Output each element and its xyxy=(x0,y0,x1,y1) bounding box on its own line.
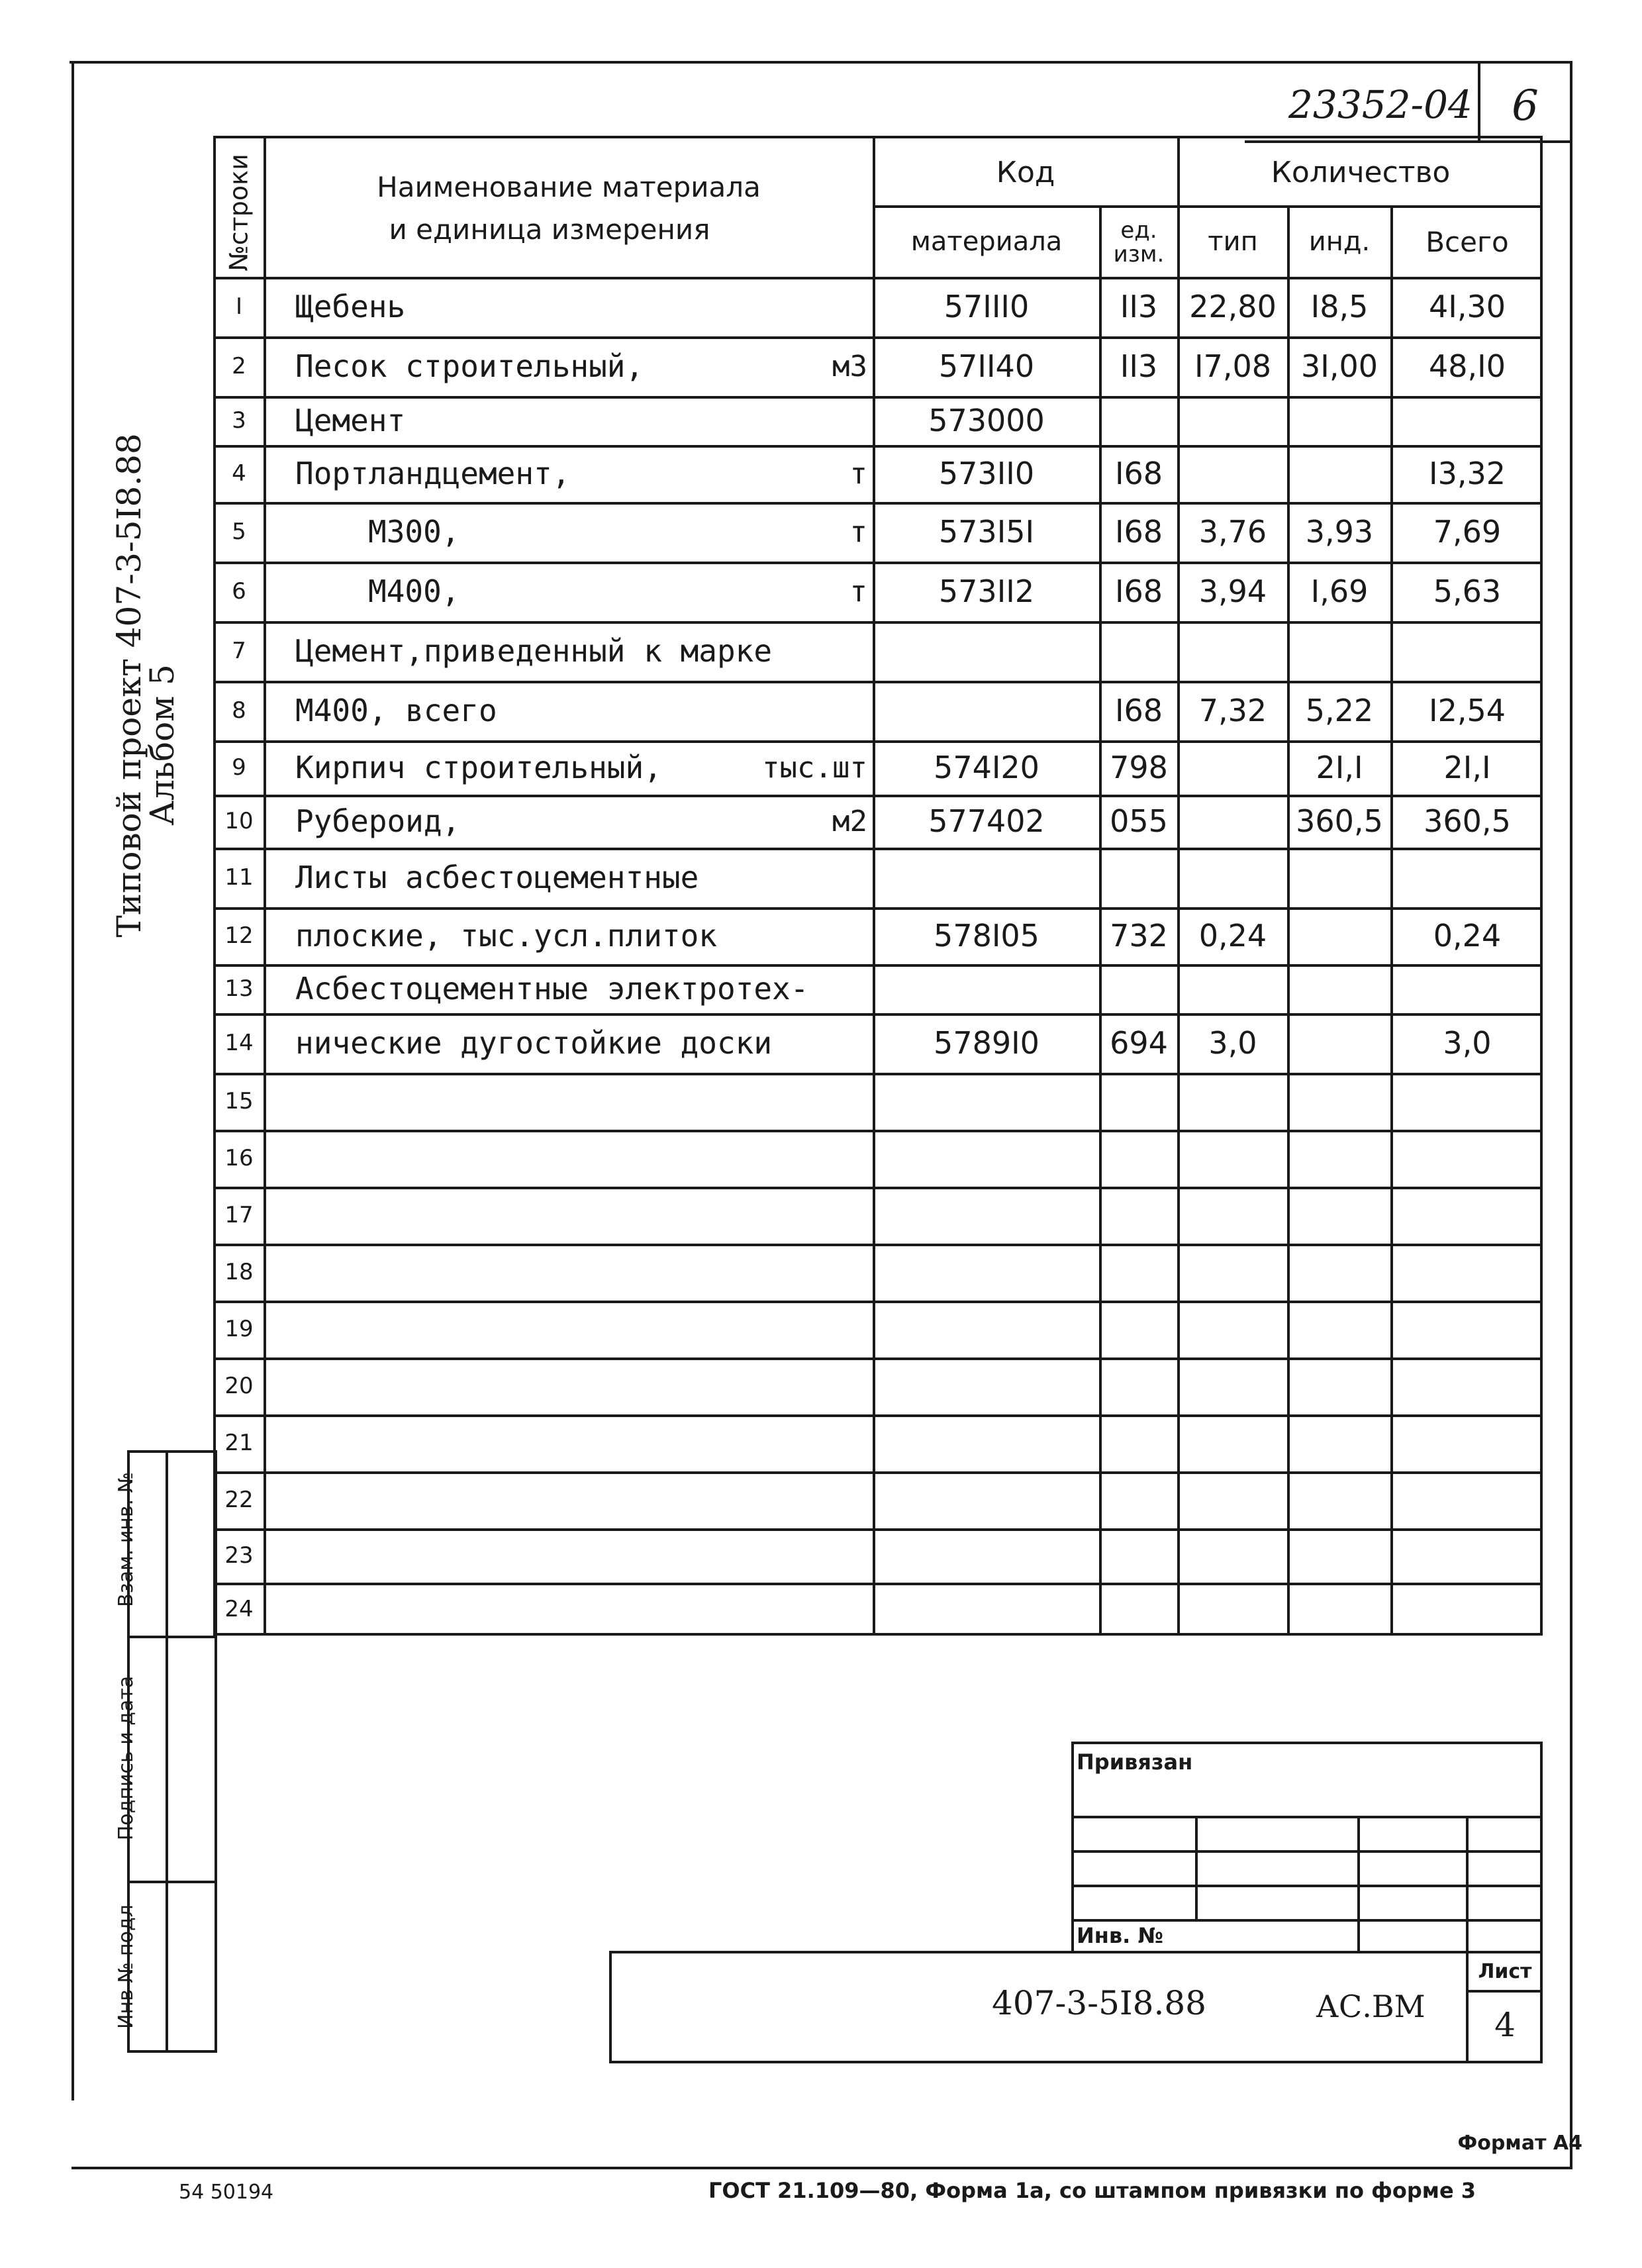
cell-name: нические дугостойкие доски xyxy=(295,1025,773,1061)
cell-total xyxy=(1394,1073,1540,1130)
cell-code xyxy=(875,1187,1098,1244)
cell-code xyxy=(875,681,1098,740)
cell-unit xyxy=(761,848,867,907)
left-stamp-inv-orig: Инв № подл xyxy=(114,1904,138,2029)
cell-tip xyxy=(1180,1583,1286,1636)
footer-print-no: 54 50194 xyxy=(179,2180,274,2204)
cell-row-number: 15 xyxy=(224,1088,254,1114)
cell-unit: т xyxy=(849,574,867,609)
cell-ind: 3,93 xyxy=(1305,514,1374,550)
cell-total: 360,5 xyxy=(1424,803,1511,839)
stamp-doc-mark: АС.ВМ xyxy=(1316,1989,1425,2024)
cell-ind xyxy=(1290,848,1389,907)
cell-unit xyxy=(761,1357,867,1414)
header-code-material: материала xyxy=(910,226,1063,257)
cell-unit xyxy=(761,1244,867,1301)
cell-total xyxy=(1394,1130,1540,1187)
side-title-project: Типовой проект 407-3-5I8.88 xyxy=(110,433,148,938)
header-quantity: Количество xyxy=(1271,155,1451,189)
cell-total: 7,69 xyxy=(1433,514,1502,550)
cell-total: I3,32 xyxy=(1429,456,1506,491)
cell-code: 573I5I xyxy=(938,514,1035,550)
cell-code xyxy=(875,1301,1098,1357)
attached-col-2 xyxy=(1357,1816,1360,1951)
cell-ind: 360,5 xyxy=(1296,803,1383,839)
cell-tip xyxy=(1180,1301,1286,1357)
cell-ind xyxy=(1290,907,1389,964)
cell-row-number: 20 xyxy=(224,1373,254,1399)
cell-unit xyxy=(761,1187,867,1244)
cell-unit xyxy=(761,681,867,740)
cell-code: 57II40 xyxy=(938,348,1035,384)
cell-tip xyxy=(1180,621,1286,681)
cell-code xyxy=(875,1583,1098,1636)
attached-line-2 xyxy=(1071,1850,1543,1853)
cell-ed xyxy=(1102,964,1176,1013)
header-code: Код xyxy=(996,155,1055,189)
cell-unit xyxy=(761,1013,867,1073)
cell-unit xyxy=(761,1414,867,1471)
cell-tip: 3,76 xyxy=(1198,514,1267,550)
cell-row-number: 5 xyxy=(232,518,246,545)
cell-tip: I7,08 xyxy=(1194,348,1271,384)
cell-tip xyxy=(1180,795,1286,848)
col-sep-1 xyxy=(264,136,266,1636)
header-qty-ind: инд. xyxy=(1308,226,1371,257)
page-number: 6 xyxy=(1512,81,1539,130)
cell-ind xyxy=(1290,964,1389,1013)
cell-unit xyxy=(761,1583,867,1636)
header-code-unit: ед. изм. xyxy=(1113,217,1165,268)
cell-code: 578I05 xyxy=(934,918,1039,954)
cell-row-number: 19 xyxy=(224,1316,254,1342)
cell-total xyxy=(1394,964,1540,1013)
cell-ind xyxy=(1290,1414,1389,1471)
cell-name: Щебень xyxy=(295,289,406,324)
cell-ed: I68 xyxy=(1114,573,1163,609)
cell-total xyxy=(1394,1471,1540,1528)
cell-total xyxy=(1394,1414,1540,1471)
cell-tip xyxy=(1180,1357,1286,1414)
cell-unit xyxy=(761,1528,867,1583)
cell-tip xyxy=(1180,1073,1286,1130)
cell-row-number: 13 xyxy=(224,975,254,1002)
cell-tip xyxy=(1180,445,1286,502)
cell-ed: II3 xyxy=(1120,289,1158,324)
left-stamp-divider xyxy=(166,1450,168,2053)
cell-ind xyxy=(1290,1130,1389,1187)
cell-row-number: 21 xyxy=(224,1430,254,1456)
header-name-line1: Наименование материала xyxy=(377,170,761,203)
cell-name: Песок строительный, xyxy=(295,348,644,384)
cell-row-number: 14 xyxy=(224,1030,254,1056)
cell-name: Асбестоцементные электротех- xyxy=(295,971,809,1007)
cell-total: I2,54 xyxy=(1429,693,1506,728)
cell-ed xyxy=(1102,1583,1176,1636)
cell-ed xyxy=(1102,621,1176,681)
cell-tip xyxy=(1180,740,1286,795)
cell-unit xyxy=(761,1130,867,1187)
cell-ed: II3 xyxy=(1120,348,1158,384)
cell-total xyxy=(1394,621,1540,681)
cell-ed xyxy=(1102,1471,1176,1528)
cell-row-number: 11 xyxy=(224,864,254,891)
cell-unit xyxy=(761,1073,867,1130)
cell-unit: тыс.шт xyxy=(762,750,867,785)
cell-code: 574I20 xyxy=(934,750,1039,785)
cell-code xyxy=(875,848,1098,907)
cell-total xyxy=(1394,1357,1540,1414)
cell-ed: 055 xyxy=(1110,803,1168,839)
cell-code xyxy=(875,1244,1098,1301)
footer-line xyxy=(72,2167,1572,2169)
cell-ind: 5,22 xyxy=(1305,693,1374,728)
cell-tip xyxy=(1180,1244,1286,1301)
cell-total xyxy=(1394,1244,1540,1301)
cell-total xyxy=(1394,1583,1540,1636)
cell-total: 5,63 xyxy=(1433,573,1502,609)
cell-tip xyxy=(1180,396,1286,445)
cell-code: 577402 xyxy=(928,803,1045,839)
cell-ed xyxy=(1102,1301,1176,1357)
cell-ind xyxy=(1290,621,1389,681)
cell-ind xyxy=(1290,1187,1389,1244)
cell-name: М400, xyxy=(368,573,460,609)
cell-row-number: 6 xyxy=(232,578,246,605)
attached-line-1 xyxy=(1071,1816,1543,1818)
cell-name: Рубероид, xyxy=(295,803,461,839)
cell-code: 573000 xyxy=(928,403,1045,438)
cell-ed: 732 xyxy=(1110,918,1168,954)
cell-tip: 7,32 xyxy=(1198,693,1267,728)
cell-tip: 3,94 xyxy=(1198,573,1267,609)
cell-name: Цемент xyxy=(295,403,406,438)
cell-unit xyxy=(761,396,867,445)
cell-unit xyxy=(761,277,867,336)
cell-ed xyxy=(1102,1130,1176,1187)
cell-row-number: 3 xyxy=(232,407,246,434)
attached-line-3 xyxy=(1071,1885,1543,1887)
cell-ind xyxy=(1290,396,1389,445)
stamp-attached: Привязан xyxy=(1077,1750,1193,1775)
cell-code: 57III0 xyxy=(943,289,1030,324)
cell-ind xyxy=(1290,1301,1389,1357)
left-stamp-sign-date: Подпись и дата xyxy=(114,1675,138,1841)
cell-row-number: 10 xyxy=(224,808,254,834)
cell-ed xyxy=(1102,1357,1176,1414)
cell-ed xyxy=(1102,1073,1176,1130)
cell-name: М400, всего xyxy=(295,693,497,728)
cell-row-number: 16 xyxy=(224,1145,254,1171)
cell-ind xyxy=(1290,1471,1389,1528)
cell-tip xyxy=(1180,964,1286,1013)
cell-row-number: 9 xyxy=(232,754,246,781)
cell-row-number: 12 xyxy=(224,922,254,949)
cell-ed xyxy=(1102,1187,1176,1244)
cell-unit xyxy=(761,964,867,1013)
header-mid-line xyxy=(873,205,1543,208)
cell-ind: 3I,00 xyxy=(1301,348,1378,384)
cell-row-number: 22 xyxy=(224,1487,254,1513)
cell-code xyxy=(875,1414,1098,1471)
cell-row-number: 4 xyxy=(232,460,246,487)
cell-code xyxy=(875,1528,1098,1583)
cell-ed: I68 xyxy=(1114,456,1163,491)
cell-code: 573II2 xyxy=(938,573,1035,609)
cell-code: 5789I0 xyxy=(934,1025,1039,1061)
cell-row-number: 7 xyxy=(232,638,246,664)
sheet-label-line xyxy=(1466,1990,1543,1993)
cell-tip xyxy=(1180,1471,1286,1528)
stamp-inv-no: Инв. № xyxy=(1077,1923,1163,1948)
cell-code xyxy=(875,1471,1098,1528)
header-row-no: №строки xyxy=(224,154,254,271)
footer-format: Формат А4 xyxy=(1457,2131,1582,2155)
stamp-sheet-value: 4 xyxy=(1494,2006,1516,2044)
attached-col-1 xyxy=(1195,1816,1198,1919)
cell-total: 48,I0 xyxy=(1429,348,1506,384)
cell-name: М300, xyxy=(368,514,460,550)
stamp-doc-number: 407-3-5I8.88 xyxy=(992,1984,1206,2022)
cell-ind xyxy=(1290,1073,1389,1130)
cell-name: Листы асбестоцементные xyxy=(295,860,699,895)
cell-name: плоские, тыс.усл.плиток xyxy=(295,918,717,954)
cell-ind: 2I,I xyxy=(1316,750,1363,785)
cell-ed xyxy=(1102,1414,1176,1471)
left-stamp-sep-1 xyxy=(127,1636,217,1638)
cell-code xyxy=(875,1073,1098,1130)
cell-unit xyxy=(761,907,867,964)
cell-ind xyxy=(1290,445,1389,502)
left-stamp-sep-2 xyxy=(127,1881,217,1883)
cell-unit: м3 xyxy=(832,349,867,383)
cell-ed xyxy=(1102,396,1176,445)
cell-tip: 0,24 xyxy=(1198,918,1267,954)
cell-total xyxy=(1394,1528,1540,1583)
cell-ed: I68 xyxy=(1114,693,1163,728)
cell-ed xyxy=(1102,1528,1176,1583)
cell-tip xyxy=(1180,1187,1286,1244)
doc-code-handwritten: 23352-04 xyxy=(1288,82,1473,127)
cell-unit xyxy=(761,621,867,681)
left-stamp-inv-repl: Взам. инв. № xyxy=(114,1472,138,1607)
cell-unit xyxy=(761,1301,867,1357)
header-qty-total: Всего xyxy=(1425,225,1509,258)
cell-name: Кирпич строительный, xyxy=(295,750,662,785)
cell-row-number: I xyxy=(235,293,243,320)
cell-total: 4I,30 xyxy=(1429,289,1506,324)
cell-ind xyxy=(1290,1583,1389,1636)
cell-row-number: 24 xyxy=(224,1596,254,1622)
cell-row-number: 2 xyxy=(232,353,246,379)
cell-row-number: 8 xyxy=(232,697,246,724)
header-name-line2: и единица измерения xyxy=(389,213,710,246)
cell-total: 3,0 xyxy=(1443,1025,1492,1061)
cell-row-number: 17 xyxy=(224,1202,254,1228)
cell-unit: м2 xyxy=(832,804,867,838)
cell-ind xyxy=(1290,1528,1389,1583)
cell-ind: I8,5 xyxy=(1310,289,1369,324)
table-top xyxy=(213,136,1543,138)
cell-unit: т xyxy=(849,456,867,491)
cell-ind xyxy=(1290,1357,1389,1414)
cell-code: 573II0 xyxy=(938,456,1035,491)
cell-ind xyxy=(1290,1013,1389,1073)
left-cut-line xyxy=(72,61,74,2100)
col-sep-6 xyxy=(1390,205,1393,1636)
cell-tip: 3,0 xyxy=(1208,1025,1257,1061)
cell-code xyxy=(875,964,1098,1013)
cell-ed xyxy=(1102,848,1176,907)
cell-code xyxy=(875,621,1098,681)
cell-unit: т xyxy=(849,515,867,549)
cell-ed: 694 xyxy=(1110,1025,1168,1061)
cell-unit xyxy=(761,1471,867,1528)
cell-name: Цемент,приведенный к марке xyxy=(295,633,773,669)
cell-tip xyxy=(1180,1528,1286,1583)
cell-code xyxy=(875,1357,1098,1414)
cell-ed xyxy=(1102,1244,1176,1301)
cell-row-number: 23 xyxy=(224,1542,254,1569)
cell-ed: I68 xyxy=(1114,514,1163,550)
cell-total xyxy=(1394,1301,1540,1357)
cell-ed: 798 xyxy=(1110,750,1168,785)
footer-gost: ГОСТ 21.109—80, Форма 1а, со штампом привязки по форме 3 xyxy=(708,2178,1476,2203)
cell-ind xyxy=(1290,1244,1389,1301)
cell-code xyxy=(875,1130,1098,1187)
cell-total: 2I,I xyxy=(1443,750,1491,785)
stamp-sheet-label: Лист xyxy=(1478,1960,1532,1983)
cell-row-number: 18 xyxy=(224,1259,254,1285)
cell-total xyxy=(1394,396,1540,445)
cell-total: 0,24 xyxy=(1433,918,1502,954)
cell-tip xyxy=(1180,1414,1286,1471)
side-title-album: Альбом 5 xyxy=(143,664,181,826)
header-qty-type: тип xyxy=(1208,226,1258,257)
cell-ind: I,69 xyxy=(1310,573,1369,609)
cell-name: Портландцемент, xyxy=(295,456,571,491)
cell-tip xyxy=(1180,848,1286,907)
cell-total xyxy=(1394,1187,1540,1244)
cell-total xyxy=(1394,848,1540,907)
cell-tip: 22,80 xyxy=(1189,289,1277,324)
cell-tip xyxy=(1180,1130,1286,1187)
